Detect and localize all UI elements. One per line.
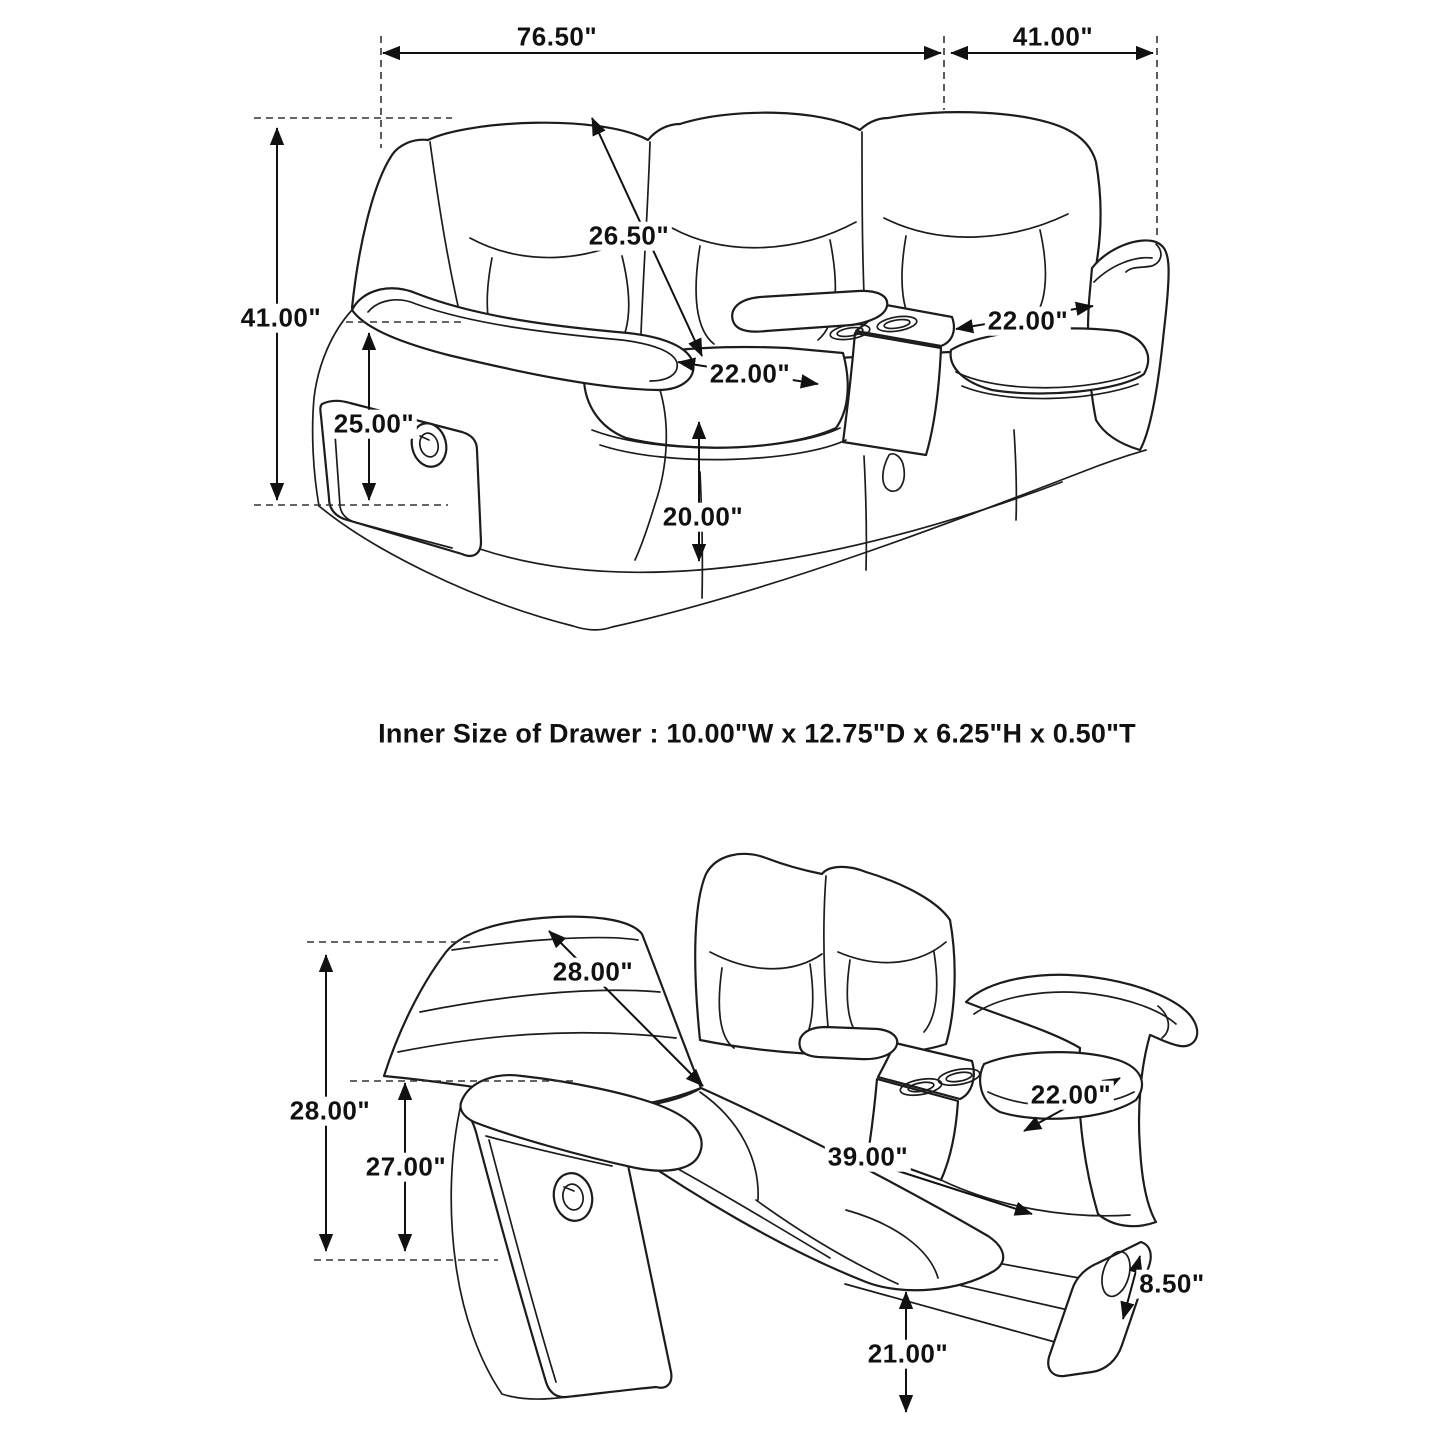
dim-label-back-height: 26.50" (586, 222, 672, 251)
dim-label-overall-depth: 41.00" (1010, 23, 1096, 52)
dim-label-back-length: 28.00" (550, 958, 636, 987)
dim-label-reclined-length: 39.00" (825, 1143, 911, 1172)
dim-label-floor-clearance: 21.00" (865, 1340, 951, 1369)
dim-label-reclined-arm-height: 27.00" (363, 1153, 449, 1182)
dim-label-seat-width-left: 22.00" (707, 360, 793, 389)
dim-label-seat-width-right: 22.00" (985, 307, 1071, 336)
dim-label-overall-width: 76.50" (514, 23, 600, 52)
dim-label-reclined-seat-width: 22.00" (1028, 1081, 1114, 1110)
reclined-loveseat-drawing (384, 854, 1197, 1399)
drawer-size-note: Inner Size of Drawer : 10.00"W x 12.75"D x 6.25"H x 0.50"T (378, 718, 1136, 749)
dim-label-arm-height: 25.00" (331, 410, 417, 439)
dim-label-footrest-height: 8.50" (1136, 1270, 1207, 1299)
dim-label-overall-height: 41.00" (238, 304, 324, 333)
dim-label-reclined-height: 28.00" (287, 1097, 373, 1126)
dim-label-seat-depth: 20.00" (660, 503, 746, 532)
